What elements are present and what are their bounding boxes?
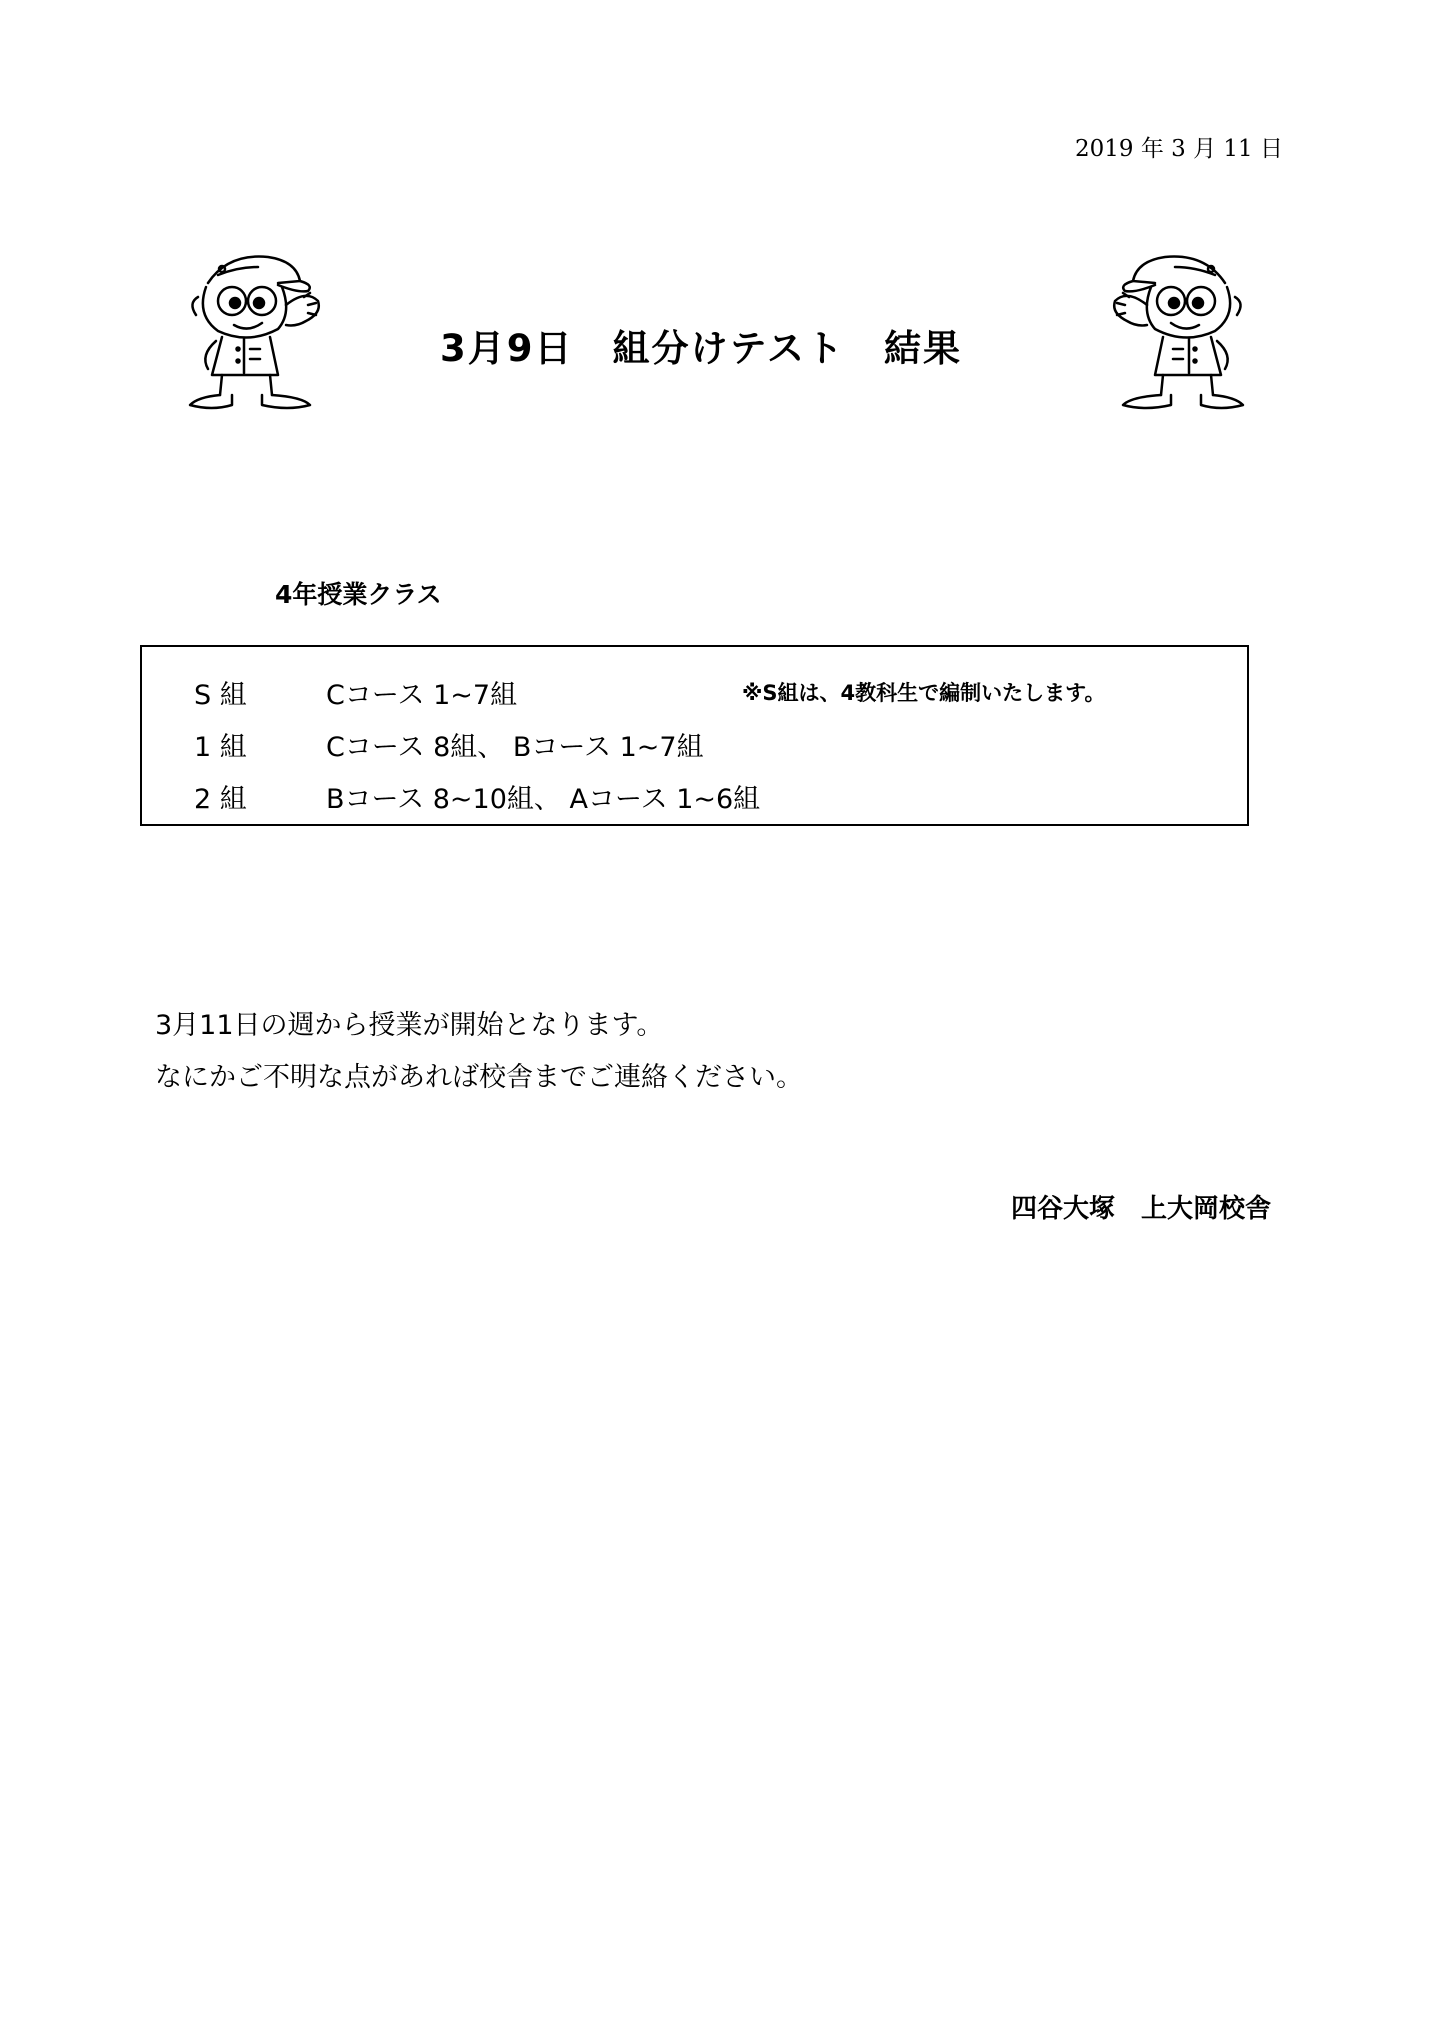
group-detail: Cコース 1~7組 (326, 680, 518, 711)
group-row-2 (194, 777, 760, 816)
group-row-1 (194, 725, 704, 764)
document-date: 2019 年 3 月 11 日 (1075, 136, 1283, 162)
baseball-boy-mascot-left (178, 245, 323, 415)
group-assignment-box (140, 645, 1249, 826)
group-label: 1 組 (194, 732, 247, 763)
class-heading: 4年授業クラス (275, 580, 442, 609)
group-detail: Cコース 8組、 Bコース 1~7組 (326, 732, 704, 763)
message-line: 3月11日の週から授業が開始となります。 (155, 1010, 664, 1041)
message-line: なにかご不明な点があれば校舎までご連絡ください。 (155, 1062, 803, 1093)
document-title: 3月9日 組分けテスト 結果 (440, 327, 963, 370)
group-note: ※S組は、4教科生で編制いたします。 (742, 681, 1106, 705)
group-row-s (194, 673, 517, 712)
baseball-boy-mascot-right (1110, 245, 1255, 415)
group-label: 2 組 (194, 784, 247, 815)
school-signature: 四谷大塚 上大岡校舎 (1010, 1194, 1271, 1224)
group-detail: Bコース 8~10組、 Aコース 1~6組 (326, 784, 761, 815)
group-label: S 組 (194, 680, 247, 711)
